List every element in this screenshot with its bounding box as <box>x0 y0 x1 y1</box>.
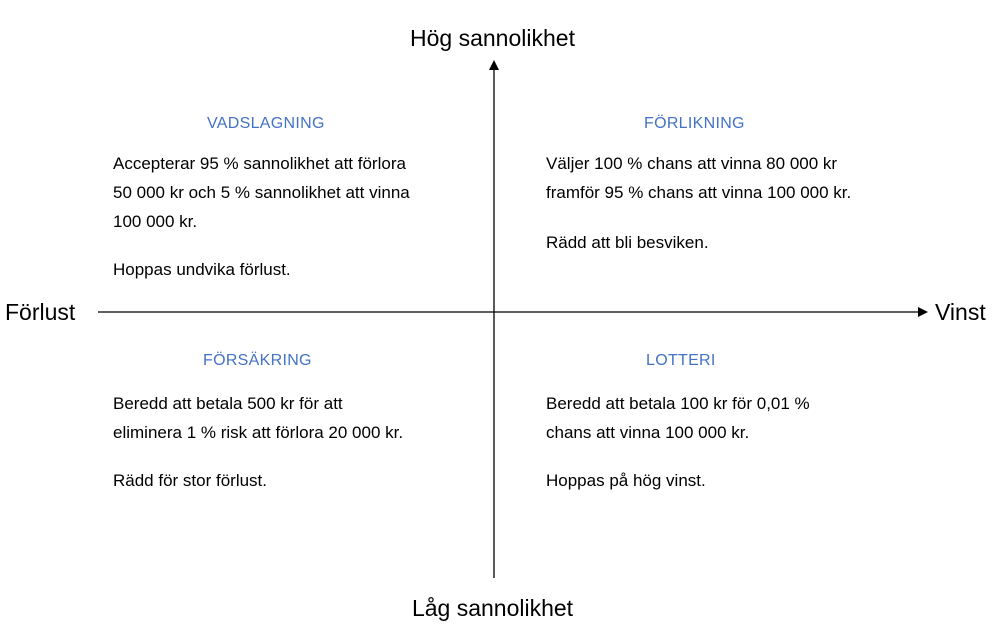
quadrant-note: Hoppas på hög vinst. <box>546 471 706 490</box>
quadrant-body-line: Beredd att betala 100 kr för 0,01 % <box>546 394 810 413</box>
quadrant-title: FÖRSÄKRING <box>203 352 312 369</box>
quadrant-body-line: Beredd att betala 500 kr för att <box>113 394 343 413</box>
quadrant-body <box>113 389 403 447</box>
quadrant-body-line: Accepterar 95 % sannolikhet att förlora <box>113 154 406 173</box>
axis-label-gain: Vinst <box>935 299 986 325</box>
quadrant-note: Rädd för stor förlust. <box>113 471 268 490</box>
quadrant-title: LOTTERI <box>646 352 716 369</box>
quadrant-note: Rädd att bli besviken. <box>546 233 709 252</box>
quadrant-body-line: eliminera 1 % risk att förlora 20 000 kr. <box>113 423 404 442</box>
quadrant-note: Hoppas undvika förlust. <box>113 260 291 279</box>
quadrant-body-line: Väljer 100 % chans att vinna 80 000 kr <box>546 154 838 173</box>
quadrant-body-line: 50 000 kr och 5 % sannolikhet att vinna <box>113 183 410 202</box>
quadrant-title: VADSLAGNING <box>207 115 325 132</box>
axis-label-loss: Förlust <box>5 299 76 325</box>
axis-label-low-probability: Låg sannolikhet <box>411 595 574 621</box>
quadrant-body <box>113 149 410 236</box>
quadrant-body <box>546 389 810 447</box>
quadrant-body-line: chans att vinna 100 000 kr. <box>546 423 750 442</box>
quadrant-body-line: framför 95 % chans att vinna 100 000 kr. <box>546 183 852 202</box>
axis-label-high-probability: Hög sannolikhet <box>410 25 575 51</box>
quadrant-body-line: 100 000 kr. <box>113 212 198 231</box>
quadrant-title: FÖRLIKNING <box>644 115 745 132</box>
quadrant-body <box>546 149 851 207</box>
